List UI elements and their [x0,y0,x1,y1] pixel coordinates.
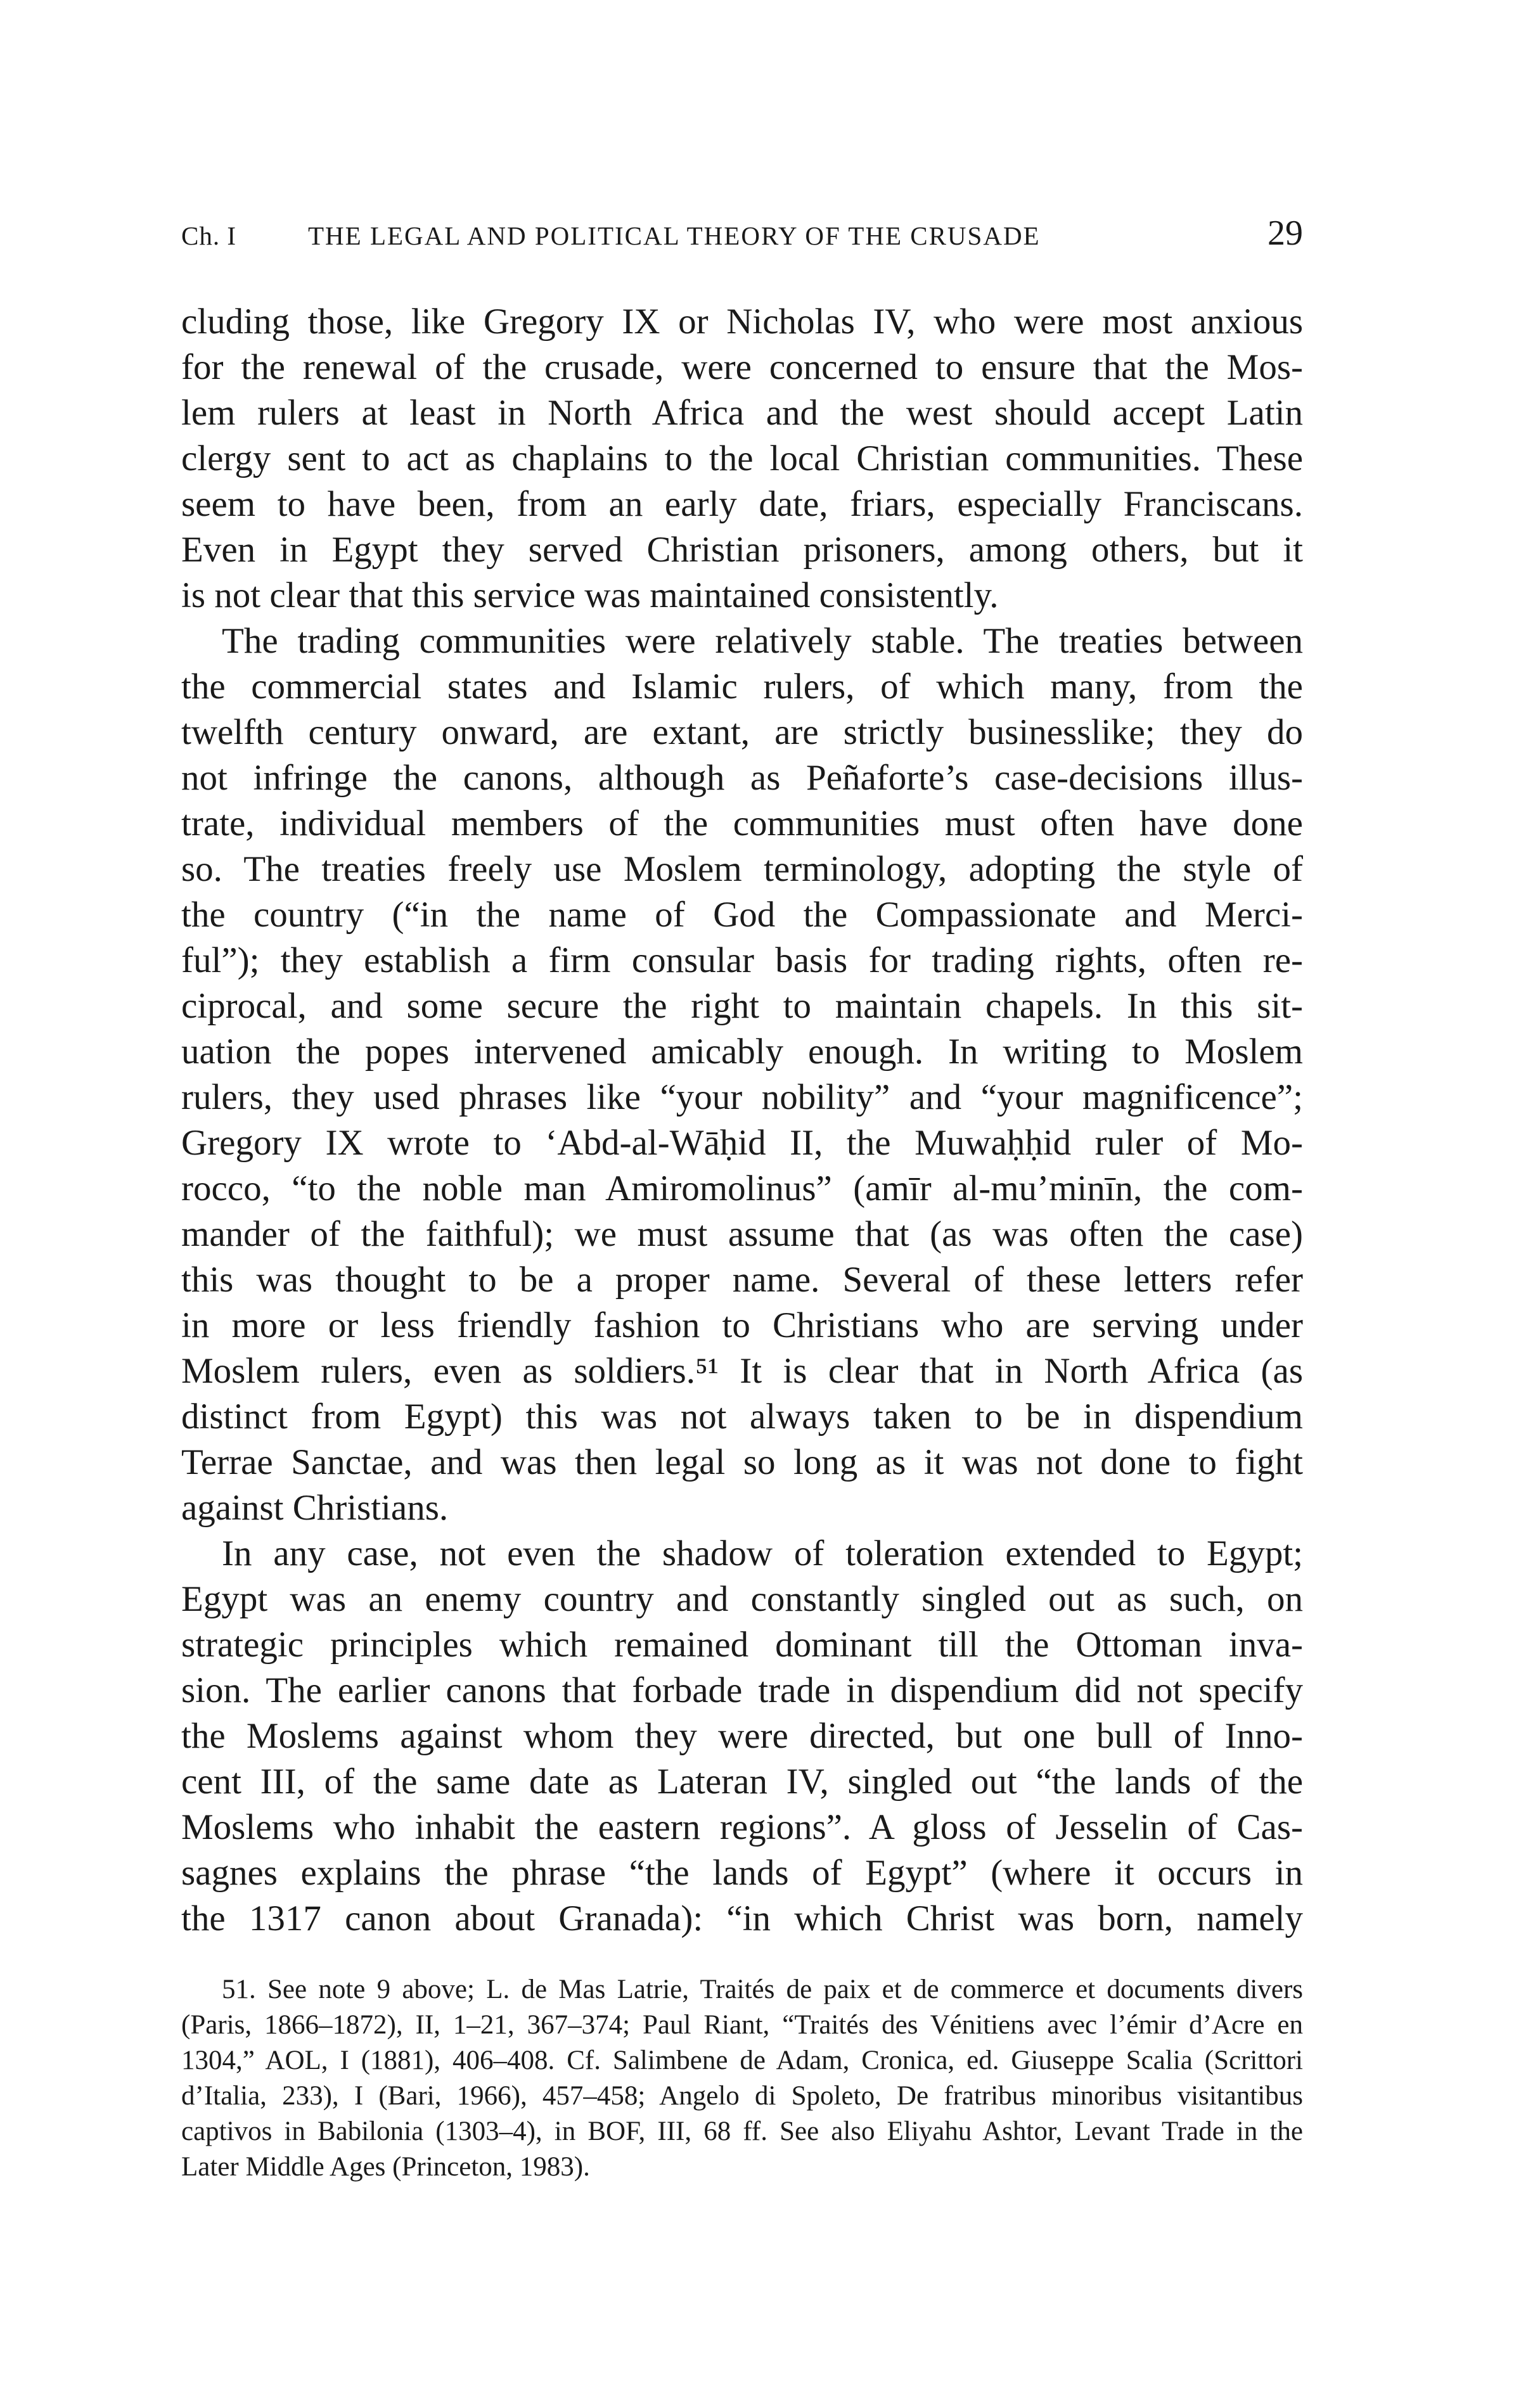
body-line: lem rulers at least in North Africa and the west should accept Latin [181,393,1303,433]
chapter-label: Ch. I [181,221,236,250]
body-line: mander of the faithful); we must assume that (as was often the case) [181,1214,1303,1254]
body-line: Gregory IX wrote to ‘Abd-al-Wāḥid II, the Muwaḥḥid ruler of Mo- [181,1123,1303,1163]
body-line: the Moslems against whom they were directed, but one bull of Inno- [181,1716,1303,1756]
body-line: not infringe the canons, although as Peñaforte’s case-decisions illus- [181,758,1303,798]
body-line: The trading communities were relatively stable. The treaties between [222,621,1303,661]
body-line: sagnes explains the phrase “the lands of Egypt” (where it occurs in [181,1853,1303,1893]
body-line: sion. The earlier canons that forbade trade in dispendium did not specify [181,1670,1303,1710]
body-line: Moslems who inhabit the eastern regions”. A gloss of Jesselin of Cas- [181,1807,1303,1847]
body-line: trate, individual members of the communities must often have done [181,804,1303,843]
body-line: Terrae Sanctae, and was then legal so long as it was not done to fight [181,1442,1303,1482]
body-line: ful”); they establish a firm consular basis for trading rights, often re- [181,940,1303,980]
running-title: THE LEGAL AND POLITICAL THEORY OF THE CRUSADE [308,221,1041,250]
body-line: Even in Egypt they served Christian prisoners, among others, but it [181,530,1303,570]
footnote-line: 1304,” AOL, I (1881), 406–408. Cf. Salimbene de Adam, Cronica, ed. Giuseppe Scalia (Scrittori [181,2046,1303,2075]
body-line: ciprocal, and some secure the right to maintain chapels. In this sit- [181,986,1303,1026]
body-line: Moslem rulers, even as soldiers.⁵¹ It is clear that in North Africa (as [181,1351,1303,1391]
footnote-line: captivos in Babilonia (1303–4), in BOF, III, 68 ff. See also Eliyahu Ashtor, Levant Trade in the [181,2117,1303,2146]
body-line: in more or less friendly fashion to Christians who are serving under [181,1305,1303,1345]
body-line: rulers, they used phrases like “your nobility” and “your magnificence”; [181,1077,1303,1117]
body-line: for the renewal of the crusade, were concerned to ensure that the Mos- [181,347,1303,387]
page-number: 29 [1268,214,1303,253]
body-line: strategic principles which remained dominant till the Ottoman inva- [181,1625,1303,1665]
body-line: Egypt was an enemy country and constantly singled out as such, on [181,1579,1303,1619]
body-line: uation the popes intervened amicably enough. In writing to Moslem [181,1032,1303,1072]
footnote-line: Later Middle Ages (Princeton, 1983). [181,2152,590,2182]
footnote-line: d’Italia, 233), I (Bari, 1966), 457–458; Angelo di Spoleto, De fratribus minoribus visitantibus [181,2081,1303,2111]
body-line: clergy sent to act as chaplains to the local Christian communities. These [181,439,1303,478]
body-line: In any case, not even the shadow of toleration extended to Egypt; [222,1534,1303,1573]
body-line: distinct from Egypt) this was not always taken to be in dispendium [181,1397,1303,1437]
body-line: the 1317 canon about Granada): “in which Christ was born, namely [181,1899,1303,1938]
body-line: so. The treaties freely use Moslem terminology, adopting the style of [181,849,1303,889]
footnote-line: 51. See note 9 above; L. de Mas Latrie, Traités de paix et de commerce et documents divers [222,1975,1303,2004]
body-line: rocco, “to the noble man Amiromolinus” (amīr al-mu’minīn, the com- [181,1169,1303,1208]
body-line: against Christians. [181,1488,449,1528]
body-text [181,299,1303,1942]
footnote-line: (Paris, 1866–1872), II, 1–21, 367–374; Paul Riant, “Traités des Vénitiens avec l’émir d’Acre en [181,2010,1303,2040]
footnotes [181,1972,1303,2185]
body-line: twelfth century onward, are extant, are strictly businesslike; they do [181,712,1303,752]
body-line: cluding those, like Gregory IX or Nicholas IV, who were most anxious [181,302,1303,342]
body-line: this was thought to be a proper name. Several of these letters refer [181,1260,1303,1300]
body-line: seem to have been, from an early date, friars, especially Franciscans. [181,484,1303,524]
body-line: is not clear that this service was maintained consistently. [181,575,999,615]
body-line: the country (“in the name of God the Compassionate and Merci- [181,895,1303,935]
body-line: cent III, of the same date as Lateran IV, singled out “the lands of the [181,1762,1303,1802]
running-head [181,213,1303,257]
body-line: the commercial states and Islamic rulers, of which many, from the [181,667,1303,707]
